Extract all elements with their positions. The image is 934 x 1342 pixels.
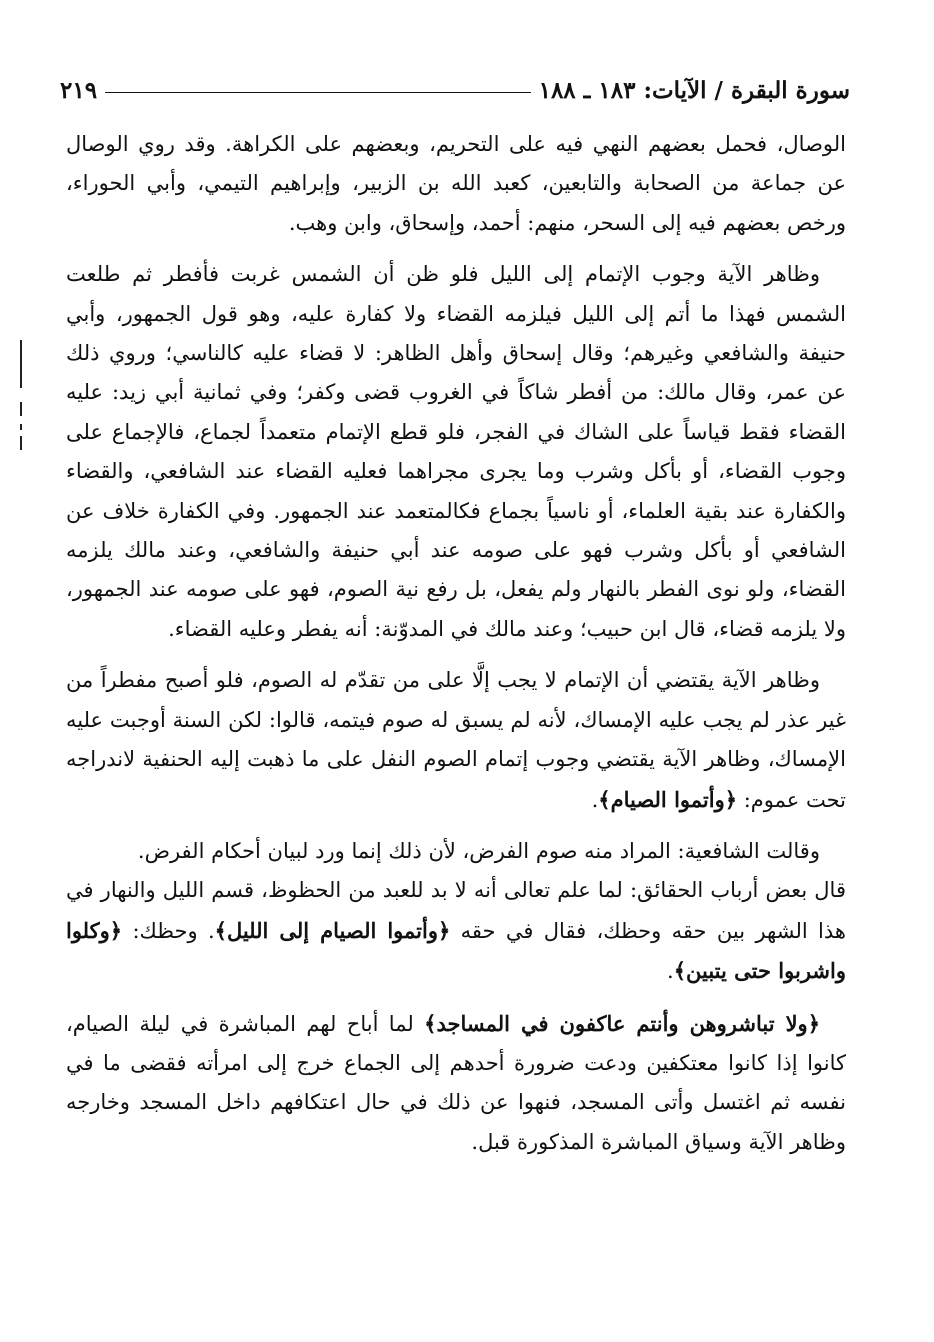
- margin-mark-line: [20, 424, 22, 430]
- quran-quote: ﴿ولا تباشروهن وأنتم عاكفون في المساجد﴾: [424, 1010, 820, 1036]
- margin-marks: [18, 340, 24, 450]
- paragraph-2: [66, 255, 846, 649]
- paragraph-text: الوصال، فحمل بعضهم النهي فيه على التحريم، وبعضهم على الكراهة. وقد روي الوصال عن جماعة من الصحابة والتابعين، كعبد الله بن الزبير، وإبراهيم التيمي، وأبي الحوراء، ورخص بعضهم فيه إلى السحر، منهم: أحمد، وإسحاق، وابن وهب.: [66, 132, 846, 235]
- header-rule: [105, 92, 531, 93]
- paragraph-4: [66, 832, 846, 992]
- paragraph-text: . وحظك:: [122, 918, 215, 943]
- page-number: ٢١٩: [60, 76, 98, 104]
- paragraph-text: وظاهر الآية وجوب الإتمام إلى الليل فلو ظن أن الشمس غربت فأفطر ثم طلعت الشمس فهذا ما أتم إلى الليل فيلزمه القضاء ولا كفارة عليه، وهو قول الجمهور، وأبي حنيفة والشافعي وغيرهم؛ وقال إسحاق وأهل الظاهر: لا قضاء عليه كالناسي؛ وروي ذلك عن عمر، وقال مالك: من أفطر شاكاً في الغروب قضى وكفر؛ وفي ثمانية أبي زيد: عليه القضاء فقط قياساً على الشاك في الفجر، فلو قطع الإتمام متعمداً لجماع، فالإجماع على وجوب القضاء، أو بأكل وشرب وما يجرى مجراهما فعليه القضاء عند الشافعي، والقضاء والكفارة عند بقية العلماء، أو ناسياً بجماع فكالمتعمد عند الجمهور. وفي الكفارة خلاف عن الشافعي أو بأكل وشرب فهو على صومه عند أبي حنيفة والشافعي، وعند مالك يلزمه القضاء، ولو نوى الفطر بالنهار ولم يفعل، بل رفع نية الصوم، فهو على صومه عند الجمهور، ولا يلزمه قضاء، قال ابن حبيب؛ وعند مالك في المدوّنة: أنه يفطر وعليه القضاء.: [66, 262, 846, 641]
- paragraph-text: لما أباح لهم المباشرة في ليلة الصيام، كانوا إذا كانوا معتكفين ودعت ضرورة أحدهم إلى الجماع خرج إلى امرأته فقضى ما في نفسه ثم اغتسل وأتى المسجد، فنهوا عن ذلك في حال اعتكافهم داخل المسجد وخارجه وظاهر الآية وسياق المباشرة المذكورة قبل.: [66, 1011, 846, 1154]
- running-header: [60, 70, 850, 110]
- paragraph-text: وقالت الشافعية: المراد منه صوم الفرض، لأن ذلك إنما ورد لبيان أحكام الفرض.: [137, 838, 820, 863]
- quran-quote: ﴿وكلوا واشربوا حتى يتبين﴾: [66, 917, 846, 984]
- body-text: [66, 125, 846, 1174]
- paragraph-5: [66, 1004, 846, 1163]
- quran-quote: ﴿وأتموا الصيام﴾: [598, 786, 738, 812]
- paragraph-text-end: .: [667, 959, 674, 984]
- header-title: سورة البقرة / الآيات: ١٨٣ ـ ١٨٨: [538, 76, 850, 104]
- paragraph-text: قال بعض أرباب الحقائق: لما علم تعالى أنه لا بد للعبد من الحظوظ، قسم الليل والنهار في هذا الشهر بين حقه وحظك، فقال في حقه: [66, 878, 846, 943]
- paragraph-text-end: .: [591, 787, 599, 812]
- quran-quote: ﴿وأتموا الصيام إلى الليل﴾: [214, 917, 451, 943]
- margin-mark-line: [20, 402, 22, 416]
- paragraph-3: [66, 661, 846, 820]
- paragraph-text: وظاهر الآية يقتضي أن الإتمام لا يجب إلَّا على من تقدّم له الصوم، فلو أصبح مفطراً من غير عذر لم يجب عليه الإمساك، لأنه لم يسبق له صوم فيتمه، قالوا: لكن السنة أوجبت عليه الإمساك، وظاهر الآية يقتضي وجوب إتمام الصوم النفل على ما ذهبت إليه الحنفية لاندراجه تحت عموم:: [66, 668, 846, 812]
- paragraph-1: [66, 125, 846, 243]
- margin-mark-line: [20, 436, 22, 450]
- margin-mark-line: [20, 340, 22, 388]
